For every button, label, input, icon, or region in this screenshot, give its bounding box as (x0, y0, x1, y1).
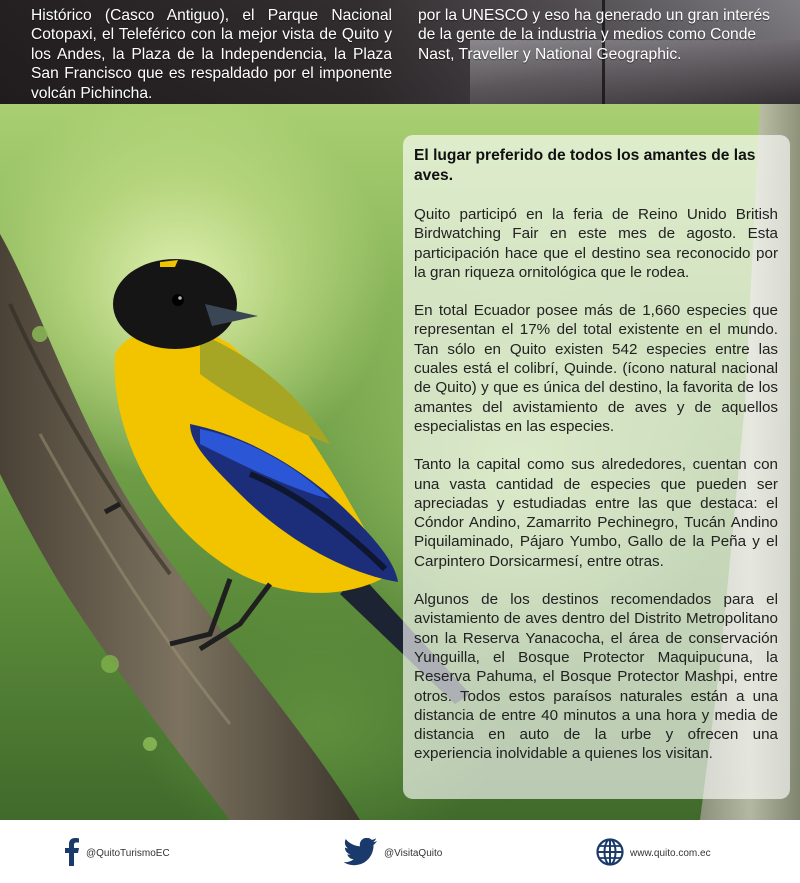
globe-icon (596, 838, 624, 869)
info-paragraph-3: Tanto la capital como sus alrededores, cuentan con una vasta cantidad de especies que pueden ser apreciadas y estudiadas entre las que destaca: el Cóndor Andino, Zamarrito Pechinegro, Tucán Andino Piquilaminado, Pájaro Yumbo, Gallo de la Peña y el Carpintero Dorsicarmesí, entre otras. (414, 456, 778, 570)
facebook-icon (64, 838, 80, 869)
facebook-handle: @QuitoTurismoEC (86, 847, 170, 859)
website-link[interactable] (596, 838, 711, 868)
top-left-text: Histórico (Casco Antiguo), el Parque Nacional Cotopaxi, el Teleférico con la mejor vista de Quito y los Andes, la Plaza de la Independencia, la Plaza San Francisco que es respaldado por el imponente volcán Pichincha. (31, 6, 392, 102)
bird-eye (172, 294, 184, 306)
twitter-link[interactable] (344, 838, 442, 868)
facebook-link[interactable] (64, 838, 170, 868)
footer (0, 820, 800, 883)
info-paragraph-2: En total Ecuador posee más de 1,660 especies que representan el 17% del total existente en el mundo. Tan sólo en Quito existen 542 especies entre las cuales está el colibrí, Quinde. (ícono natural nacional de Quito) y que es única del destino, la favorita de los amantes del avistamiento de aves y de aquellos especialistas en las especies. (414, 302, 778, 435)
website-url: www.quito.com.ec (630, 847, 711, 859)
info-paragraph-1: Quito participó en la feria de Reino Unido British Birdwatching Fair en este mes de agosto. Esta participación hace que el destino sea reconocido por la gran riqueza ornitológica que le rodea. (414, 206, 778, 281)
twitter-handle: @VisitaQuito (384, 847, 443, 859)
info-paragraph-4: Algunos de los destinos recomendados para el avistamiento de aves dentro del Distrito Metropolitano son la Reserva Yanacocha, el área de conservación Yunguilla, el Bosque Protector Maquipucuna, la Reserva Pahuma, el Bosque Protector Mashpi, entre otros. Todos estos paraísos naturales están a una distancia de entre 40 minutos a una hora y media de distancia en auto de la urbe y ofrecen una experiencia inolvidable a quienes los visitan. (414, 591, 778, 763)
bird-photo (0, 104, 800, 820)
top-right-text: por la UNESCO y eso ha generado un gran interés de la gente de la industria y medios como Conde Nast, Traveller y National Geographic. (418, 6, 770, 63)
info-panel (403, 135, 790, 799)
info-title: El lugar preferido de todos los amantes de las aves. (414, 147, 756, 184)
twitter-bird-icon (344, 838, 378, 869)
top-photo-band (0, 0, 800, 104)
